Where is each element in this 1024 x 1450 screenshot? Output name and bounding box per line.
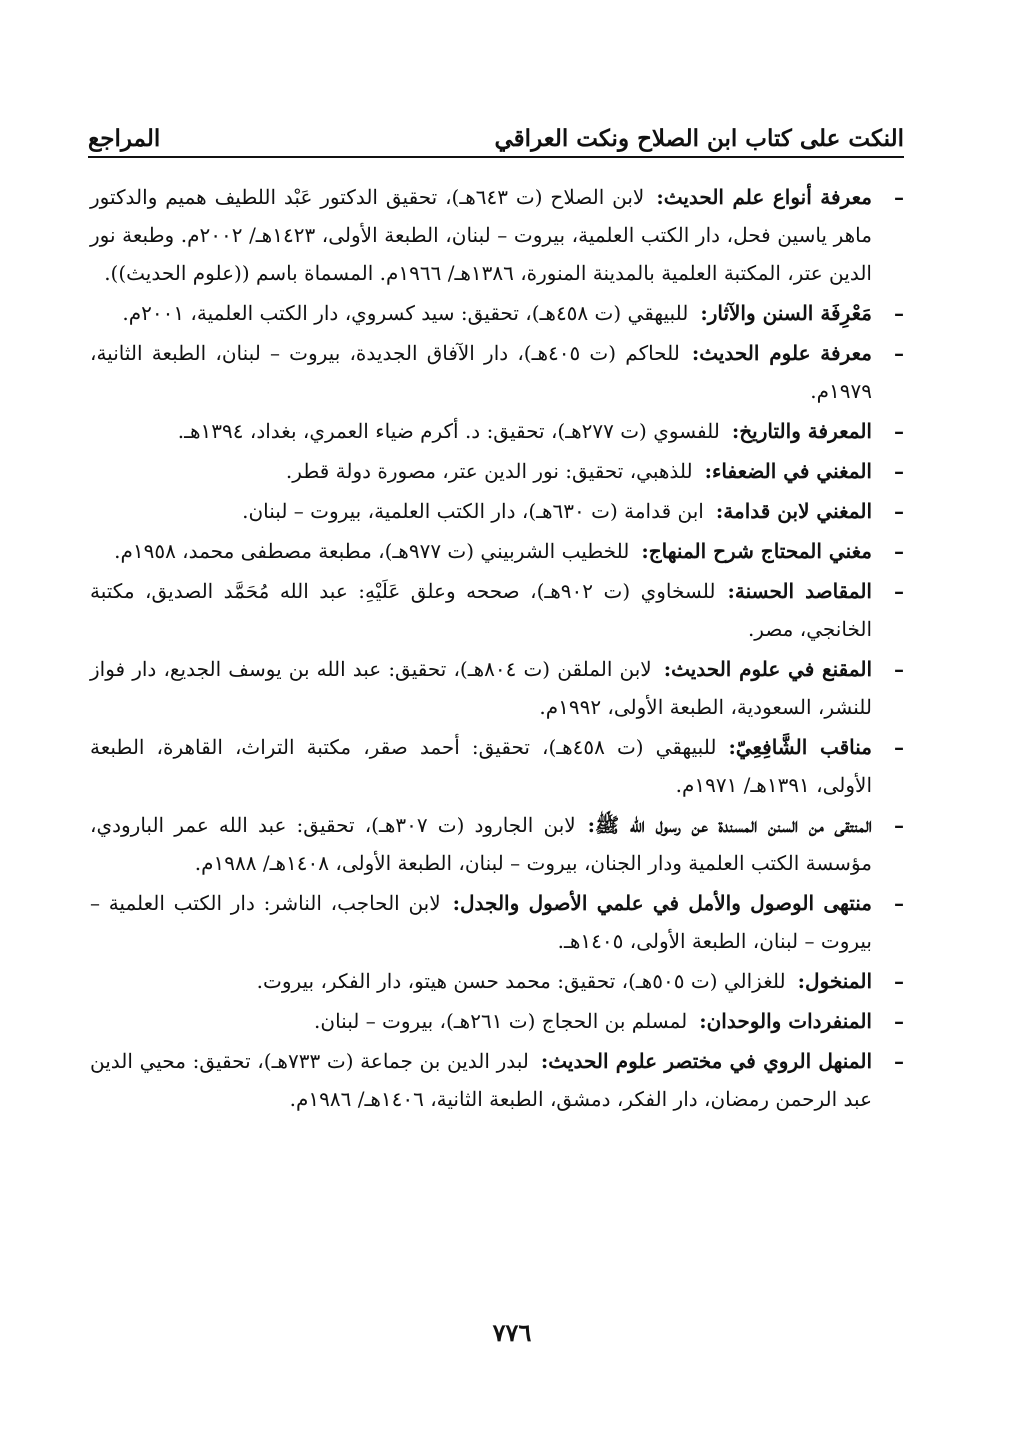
reference-title: المغني في الضعفاء: [704,459,872,483]
references-list [90,178,904,1120]
list-dash: – [894,1049,904,1073]
reference-title: منتهى الوصول والأمل في علمي الأصول والجدل: [452,891,872,915]
reference-entry [90,412,904,450]
reference-entry [90,962,904,1000]
reference-title: المنخول: [797,969,872,993]
reference-title: المقاصد الحسنة: [727,579,872,603]
list-dash: – [894,459,904,483]
reference-title: مَعْرِفَة السنن والآثار: [700,301,872,325]
reference-entry [90,572,904,648]
reference-details: لابن الحاجب، الناشر: دار الكتب العلمية – بيروت – لبنان، الطبعة الأولى، ١٤٠٥هـ. [90,891,872,953]
reference-entry [90,1042,904,1118]
reference-entry [90,806,904,882]
reference-entry [90,294,904,332]
section-title: المراجع [88,125,161,152]
reference-details: للغزالي (ت ٥٠٥هـ)، تحقيق: محمد حسن هيتو، دار الفكر، بيروت. [256,969,786,993]
reference-details: للبيهقي (ت ٤٥٨هـ)، تحقيق: سيد كسروي، دار الكتب العلمية، ٢٠٠١م. [122,301,689,325]
reference-title: المقنع في علوم الحديث: [663,657,872,681]
reference-entry [90,728,904,804]
reference-title: المنهل الروي في مختصر علوم الحديث: [540,1049,873,1073]
list-dash: – [894,301,904,325]
list-dash: – [894,579,904,603]
reference-title: المنفردات والوحدان: [699,1009,872,1033]
reference-details: لمسلم بن الحجاج (ت ٢٦١هـ)، بيروت – لبنان. [314,1009,688,1033]
reference-details: للبيهقي (ت ٤٥٨هـ)، تحقيق: أحمد صقر، مكتبة التراث، القاهرة، الطبعة الأولى، ١٣٩١هـ/ ١٩٧١م. [90,735,872,797]
reference-details: للفسوي (ت ٢٧٧هـ)، تحقيق: د. أكرم ضياء العمري، بغداد، ١٣٩٤هـ. [177,419,720,443]
reference-title: المعرفة والتاريخ: [731,419,872,443]
reference-details: للحاكم (ت ٤٠٥هـ)، دار الآفاق الجديدة، بيروت – لبنان، الطبعة الثانية، ١٩٧٩م. [90,341,872,403]
book-title: النكت على كتاب ابن الصلاح ونكت العراقي [494,125,904,152]
reference-details: للذهبي، تحقيق: نور الدين عتر، مصورة دولة قطر. [285,459,693,483]
reference-title: المغني لابن قدامة: [715,499,872,523]
list-dash: – [894,419,904,443]
reference-title: معرفة أنواع علم الحديث: [656,185,872,209]
reference-entry [90,884,904,960]
list-dash: – [894,1009,904,1033]
reference-entry [90,334,904,410]
reference-details: للسخاوي (ت ٩٠٢هـ)، صححه وعلق عَلَيْهِ: عبد الله مُحَمَّد الصديق، مكتبة الخانجي، مصر. [90,579,872,641]
list-dash: – [894,185,904,209]
list-dash: – [894,341,904,365]
reference-title: مغني المحتاج شرح المنهاج: [641,539,872,563]
reference-entry [90,452,904,490]
page-header [88,112,904,158]
reference-details: ابن قدامة (ت ٦٣٠هـ)، دار الكتب العلمية، بيروت – لبنان. [242,499,704,523]
reference-title: معرفة علوم الحديث: [691,341,872,365]
reference-title: مناقب الشَّافِعِيّ: [728,735,872,759]
list-dash: – [894,969,904,993]
reference-entry [90,492,904,530]
reference-entry [90,650,904,726]
list-dash: – [894,539,904,563]
reference-entry [90,178,904,292]
list-dash: – [894,499,904,523]
page-number: ٧٧٦ [492,1318,532,1347]
reference-details: لابن الصلاح (ت ٦٤٣هـ)، تحقيق الدكتور عَبْد اللطيف هميم والدكتور ماهر ياسين فحل، دار الكتب العلمية، بيروت – لبنان، الطبعة الأولى، ١٤٢٣هـ/ ٢٠٠٢م. وطبعة نور الدين عتر، المكتبة العلمية بالمدينة المنورة، ١٣٨٦هـ/ ١٩٦٦م. المسماة باسم ((علوم الحديث)). [90,185,872,285]
reference-title: المنتقى من السنن المسندة عن رسول الله ﷺ: [587,813,872,837]
reference-details: لبدر الدين بن جماعة (ت ٧٣٣هـ)، تحقيق: محيي الدين عبد الرحمن رمضان، دار الفكر، دمشق، الطبعة الثانية، ١٤٠٦هـ/ ١٩٨٦م. [90,1049,872,1111]
list-dash: – [894,735,904,759]
reference-entry [90,1002,904,1040]
reference-details: للخطيب الشربيني (ت ٩٧٧هـ)، مطبعة مصطفى محمد، ١٩٥٨م. [114,539,630,563]
list-dash: – [894,813,904,837]
reference-details: لابن الجارود (ت ٣٠٧هـ)، تحقيق: عبد الله عمر البارودي، مؤسسة الكتب العلمية ودار الجنان، بيروت – لبنان، الطبعة الأولى، ١٤٠٨هـ/ ١٩٨٨م. [90,813,872,875]
reference-details: لابن الملقن (ت ٨٠٤هـ)، تحقيق: عبد الله بن يوسف الجديع، دار فواز للنشر، السعودية، الطبعة الأولى، ١٩٩٢م. [90,657,872,719]
reference-entry [90,532,904,570]
list-dash: – [894,657,904,681]
list-dash: – [894,891,904,915]
